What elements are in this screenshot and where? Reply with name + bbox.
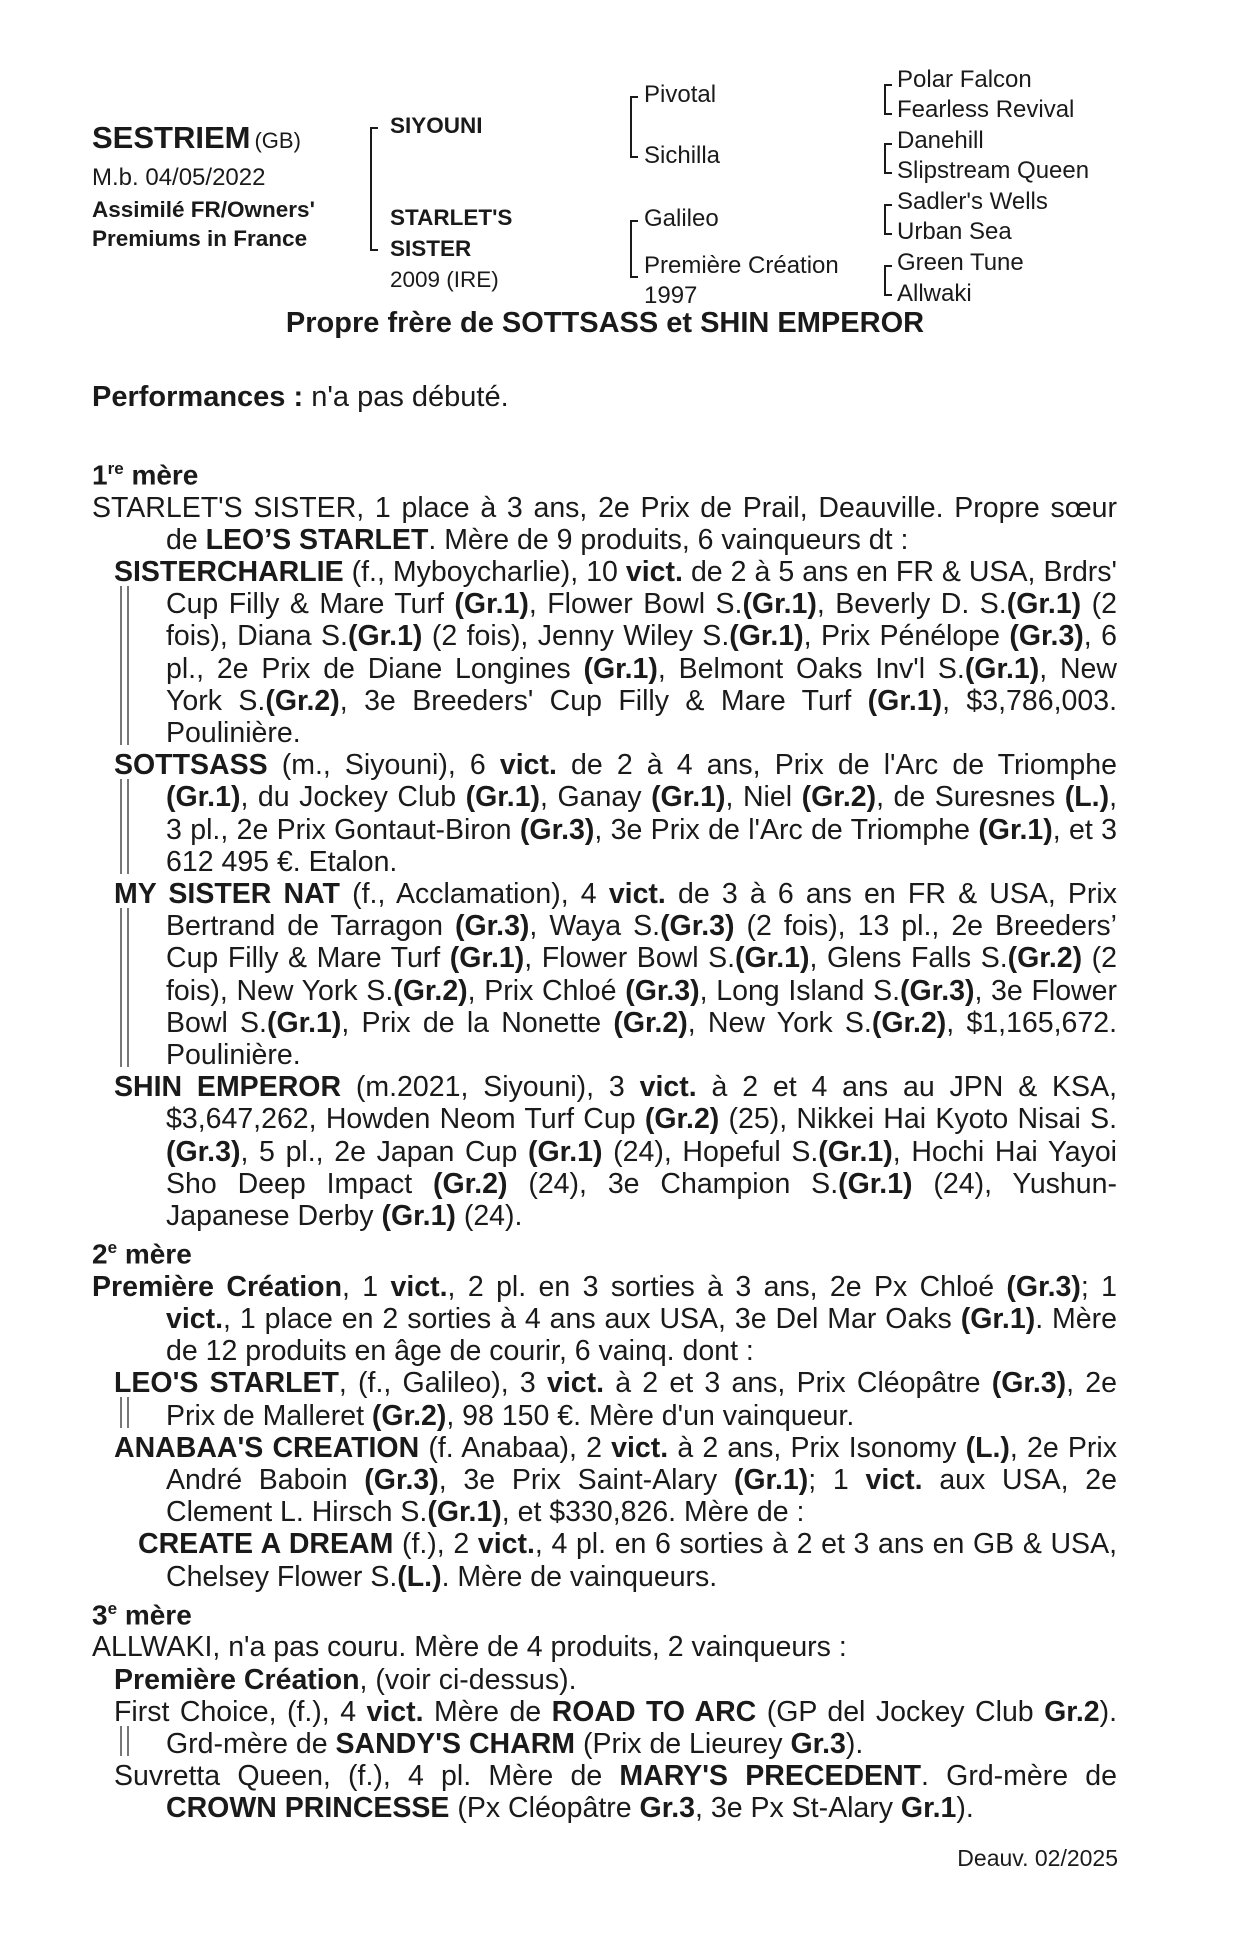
horse-name: SESTRIEM (92, 120, 251, 155)
grandsire-1: Pivotal (644, 81, 717, 108)
horse-title (92, 120, 301, 155)
great-grandparent-7: Green Tune (897, 249, 1024, 276)
first-dam-intro: STARLET'S SISTER, 1 place à 3 ans, 2e Prix de Prail, Deauville. Propre sœur de LEO’S STARLET. Mère de 9 produits, 6 vainqueurs dt : (92, 491, 1117, 556)
headline: Propre frère de SOTTSASS et SHIN EMPEROR (285, 307, 925, 339)
produce-suvretta-queen: Suvretta Queen, (f.), 4 pl. Mère de MARY'S PRECEDENT. Grd-mère de CROWN PRINCESSE (Px Cléopâtre Gr.3, 3e Px St-Alary Gr.1). (114, 1760, 1117, 1825)
dam-info: 2009 (IRE) (390, 267, 499, 292)
horse-info: M.b. 04/05/2022 (92, 164, 266, 191)
granddam-2: Première Création (644, 252, 839, 279)
bracket-sire-parents (630, 96, 638, 158)
section-third-dam: 3e mère (92, 1598, 192, 1631)
granddam-2-year: 1997 (644, 282, 698, 309)
great-grandparent-1: Polar Falcon (897, 66, 1032, 93)
bracket-dam-parents (630, 220, 638, 278)
produce-leos-starlet: LEO'S STARLET, (f., Galileo), 3 vict. à 2 et 3 ans, Prix Cléopâtre (Gr.3), 2e Prix de Malleret (Gr.2), 98 150 €. Mère d'un vainqueur. (114, 1367, 1117, 1432)
produce-shin-emperor: SHIN EMPEROR (m.2021, Siyouni), 3 vict. à 2 et 4 ans au JPN & KSA, $3,647,262, Howden Neom Turf Cup (Gr.2) (25), Nikkei Hai Kyoto Nisai S.(Gr.3), 5 pl., 2e Japan Cup (Gr.1) (24), Hopeful S.(Gr.1), Hochi Hai Yayoi Sho Deep Impact (Gr.2) (24), 3e Champion S.(Gr.1) (24), Yushun-Japanese Derby (Gr.1) (24). (114, 1071, 1118, 1232)
great-grandparent-8: Allwaki (897, 280, 972, 307)
great-grandparent-5: Sadler's Wells (897, 188, 1048, 215)
produce-anabaas-creation: ANABAA'S CREATION (f. Anabaa), 2 vict. à 2 ans, Prix Isonomy (L.), 2e Prix André Baboin (Gr.3), 3e Prix Saint-Alary (Gr.1); 1 vict. aux USA, 2e Clement L. Hirsch S.(Gr.1), et $330,826. Mère de : (114, 1431, 1117, 1529)
produce-sottsass: SOTTSASS (m., Siyouni), 6 vict. de 2 à 4 ans, Prix de l'Arc de Triomphe (Gr.1), du Jockey Club (Gr.1), Ganay (Gr.1), Niel (Gr.2), de Suresnes (L.), 3 pl., 2e Prix Gontaut-Biron (Gr.3), 3e Prix de l'Arc de Triomphe (Gr.1), et 3 612 495 €. Etalon. (114, 749, 1118, 878)
third-dam-intro: ALLWAKI, n'a pas couru. Mère de 4 produits, 2 vainqueurs : (92, 1631, 847, 1664)
performances-label: Performances : (92, 381, 304, 413)
bracket-parents (370, 127, 378, 251)
grandsire-2: Galileo (644, 205, 719, 232)
great-grandparent-4: Slipstream Queen (897, 157, 1090, 184)
footer-date: Deauv. 02/2025 (957, 1845, 1118, 1871)
bracket-ggp-1 (884, 84, 892, 115)
bracket-ggp-2 (884, 143, 892, 174)
granddam-1: Sichilla (644, 142, 721, 169)
sire-name: SIYOUNI (390, 113, 483, 138)
dam-name-line-1: STARLET'S (390, 205, 513, 230)
assimile-line-2: Premiums in France (92, 226, 308, 251)
section-second-dam: 2e mère (92, 1238, 192, 1270)
produce-my-sister-nat: MY SISTER NAT (f., Acclamation), 4 vict. de 3 à 6 ans en FR & USA, Prix Bertrand de Tarragon (Gr.3), Waya S.(Gr.3) (2 fois), 13 pl., 2e Breeders’ Cup Filly & Mare Turf (Gr.1), Flower Bowl S.(Gr.1), Glens Falls S.(Gr.2) (2 fois), New York S.(Gr.2), Prix Chloé (Gr.3), Long Island S.(Gr.3), 3e Flower Bowl S.(Gr.1), Prix de la Nonette (Gr.2), New York S.(Gr.2), $1,165,672. Poulinière. (114, 877, 1118, 1071)
produce-first-choice: First Choice, (f.), 4 vict. Mère de ROAD TO ARC (GP del Jockey Club Gr.2). Grd-mère de SANDY'S CHARM (Prix de Lieurey Gr.3). (114, 1695, 1118, 1760)
bracket-ggp-3 (884, 204, 892, 235)
bracket-ggp-4 (884, 265, 892, 296)
produce-create-a-dream: CREATE A DREAM (f.), 2 vict., 4 pl. en 6 sorties à 2 et 3 ans en GB & USA, Chelsey Flower S.(L.). Mère de vainqueurs. (138, 1528, 1117, 1593)
section-first-dam: 1re mère (92, 459, 199, 491)
produce-sistercharlie: SISTERCHARLIE (f., Myboycharlie), 10 vict. de 2 à 5 ans en FR & USA, Brdrs' Cup Filly & Mare Turf (Gr.1), Flower Bowl S.(Gr.1), Beverly D. S.(Gr.1) (2 fois), Diana S.(Gr.1) (2 fois), Jenny Wiley S.(Gr.1), Prix Pénélope (Gr.3), 6 pl., 2e Prix de Diane Longines (Gr.1), Belmont Oaks Inv'l S.(Gr.1), New York S.(Gr.2), 3e Breeders' Cup Filly & Mare Turf (Gr.1), $3,786,003. Poulinière. (114, 555, 1117, 749)
great-grandparent-3: Danehill (897, 127, 984, 154)
great-grandparent-2: Fearless Revival (897, 96, 1075, 123)
produce-premiere-creation: Première Création, (voir ci-dessus). (114, 1663, 577, 1696)
horse-country: (GB) (254, 128, 301, 153)
pedigree-notes (92, 453, 1117, 1825)
performances (92, 381, 509, 414)
second-dam-intro: Première Création, 1 vict., 2 pl. en 3 sorties à 3 ans, 2e Px Chloé (Gr.3); 1 vict., 1 place en 2 sorties à 4 ans aux USA, 3e Del Mar Oaks (Gr.1). Mère de 12 produits en âge de courir, 6 vainq. dont : (92, 1270, 1118, 1368)
assimile-line-1: Assimilé FR/Owners' (92, 197, 315, 222)
performances-text: n'a pas débuté. (311, 381, 509, 413)
great-grandparent-6: Urban Sea (897, 218, 1012, 245)
dam-name-line-2: SISTER (390, 236, 472, 261)
